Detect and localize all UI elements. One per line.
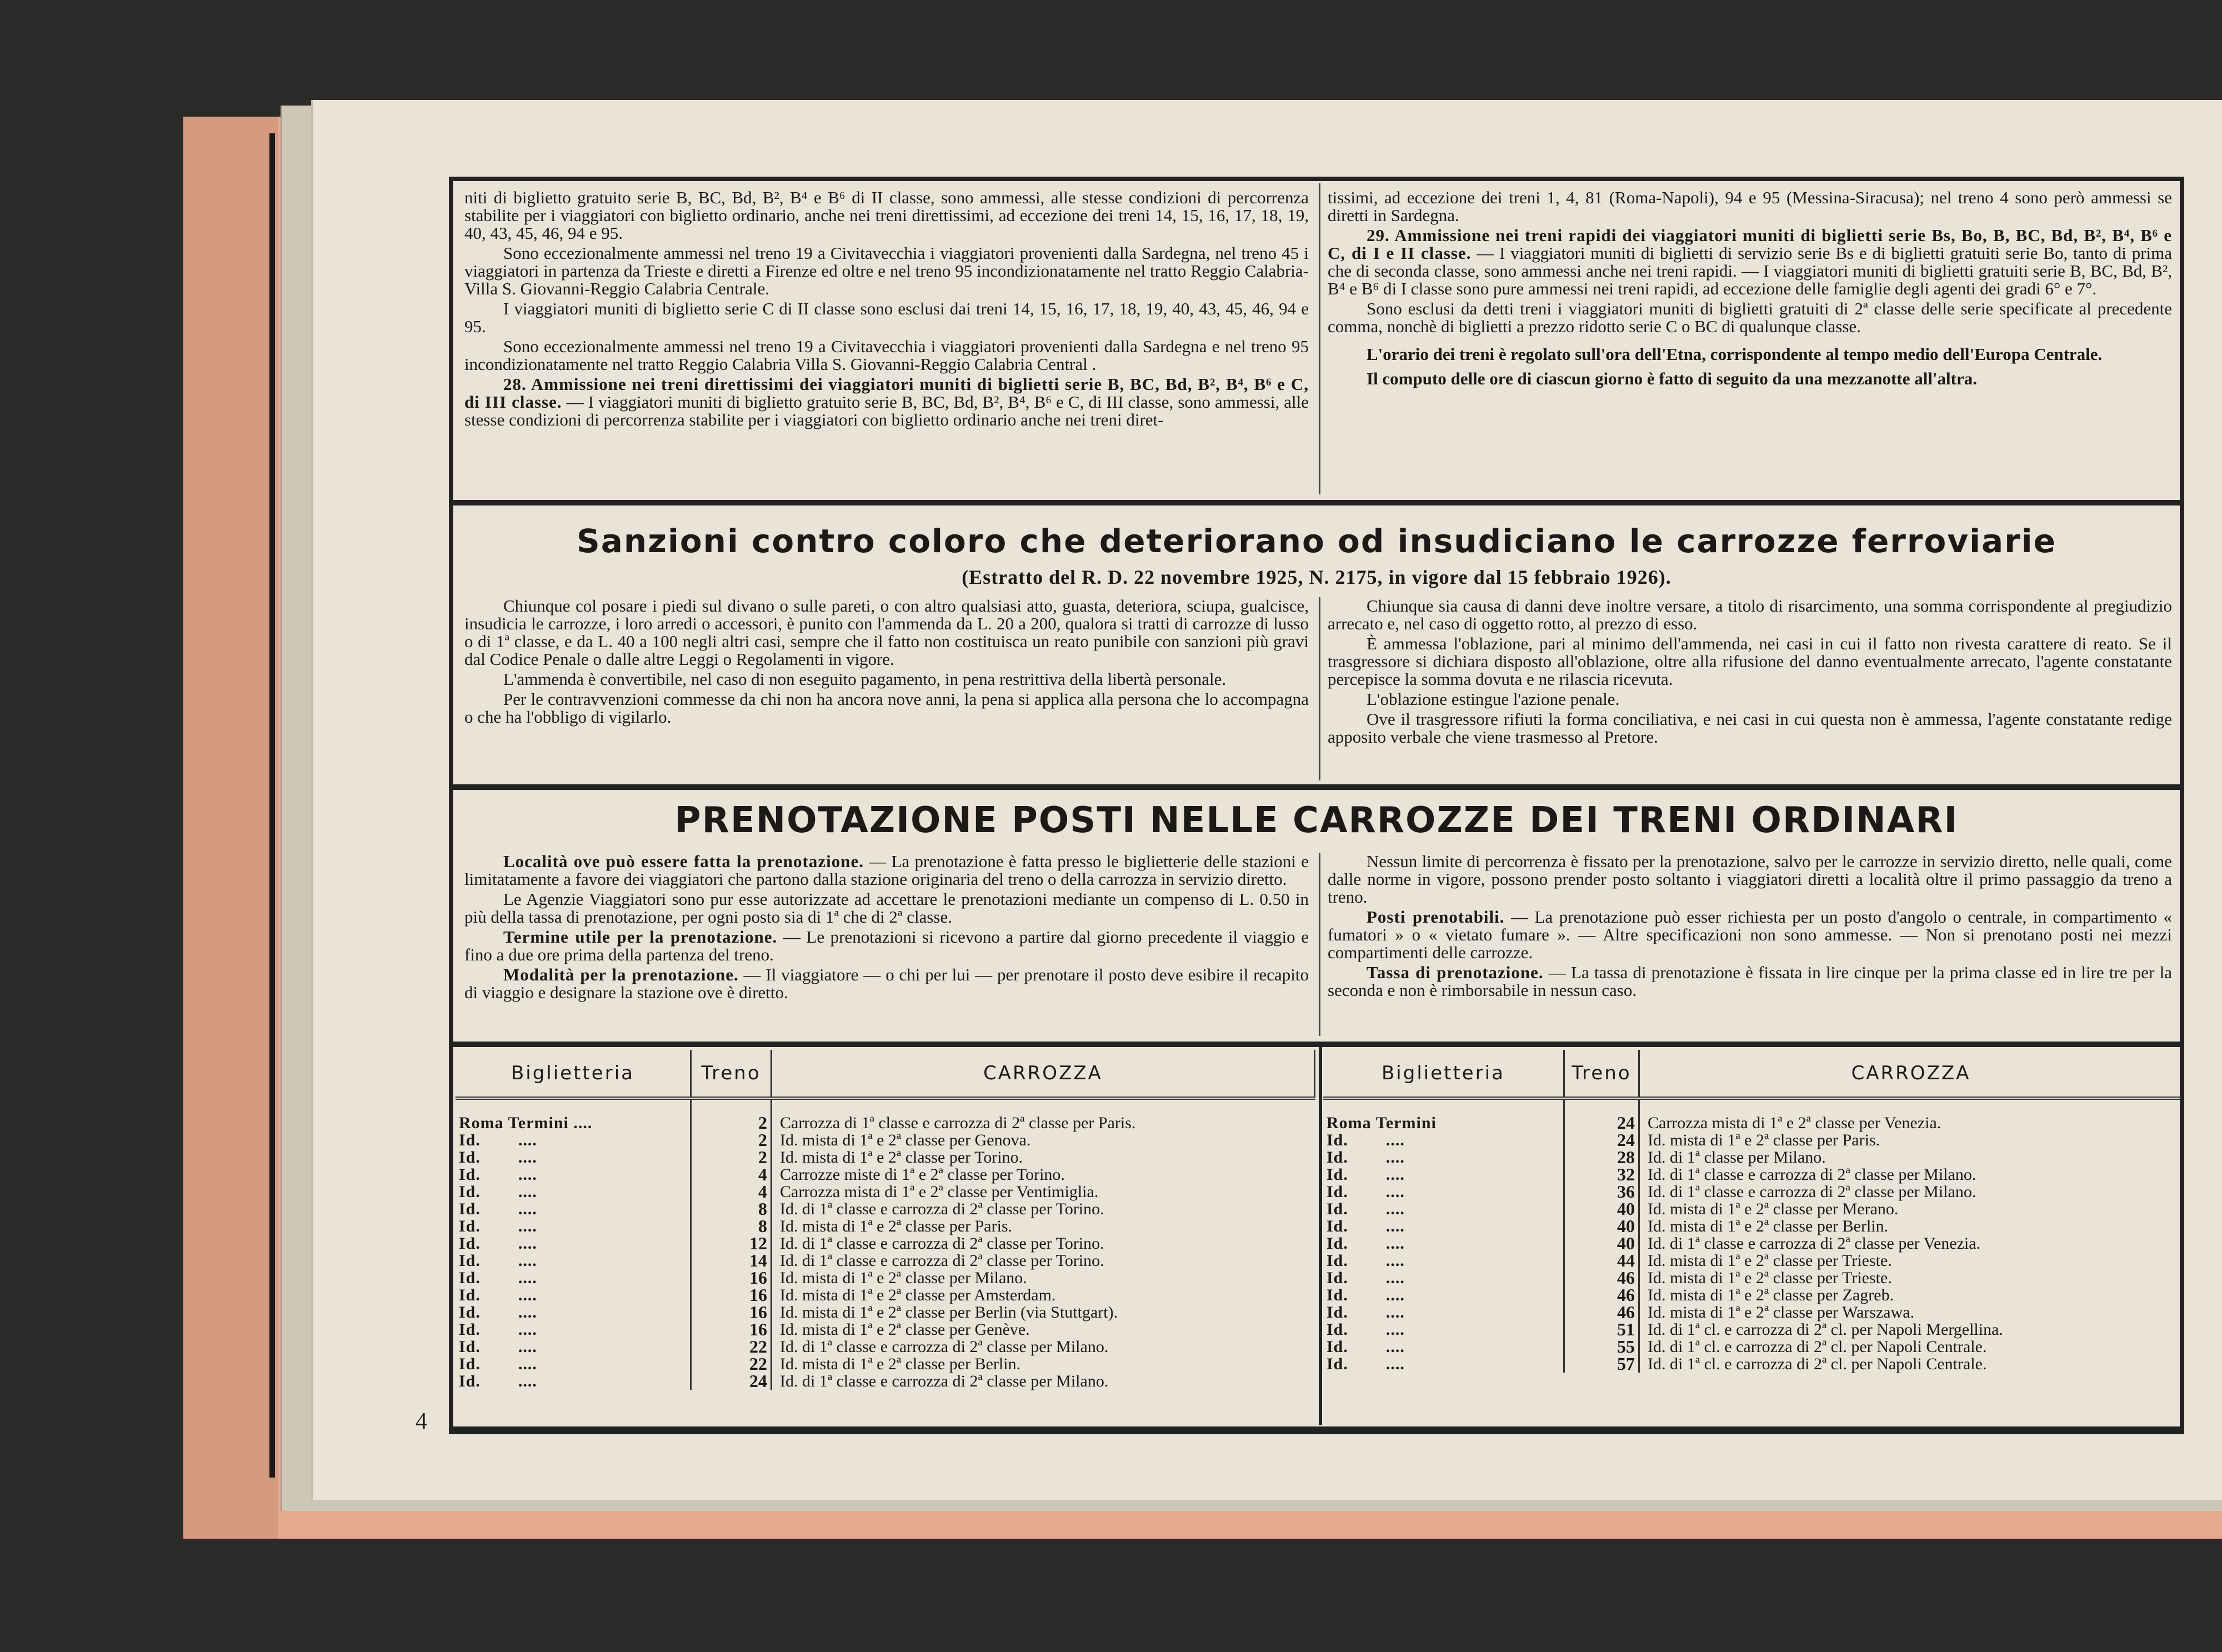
sanzioni-title: Sanzioni contro coloro che deteriorano od insudiciano le carrozze ferroviarie (576, 522, 2057, 560)
section-heading: Tassa di prenotazione. (1367, 963, 1544, 982)
car-cell: Id. mista di 1ª e 2ª classe per Genova. (780, 1131, 1031, 1149)
section-heading: Posti prenotabili. (1367, 907, 1505, 927)
col-header-car: CARROZZA (1639, 1050, 2183, 1098)
car-cell: Id. mista di 1ª e 2ª classe per Zagreb. (1648, 1286, 1894, 1304)
section-rule (453, 1042, 2181, 1047)
paragraph-body: — I viaggiatori muniti di biglietti di servizio serie Bs e di biglietti gratuiti serie Bo, tanto di prima che di seconda classe, sono ammessi anche nei treni rapidi. — I viaggiatori muniti di biglietti gratuiti serie B, BC, Bd, B², B⁴ e B⁶ di I classe sono pure ammessi nei treni rapidi, ad eccezione delle famiglie degli agenti dei gradi 6° e 7°. (1328, 243, 2173, 298)
section-rule (453, 500, 2181, 505)
paragraph: Ove il trasgressore rifiuti la forma conciliativa, e nei casi in cui questa non è ammessa, l'agente constatante redige apposito verbale che viene trasmesso al Pretore. (1328, 709, 2172, 747)
paragraph-body: — Il viaggiatore — o chi per lui — per prenotare il posto deve esibire il recapito di viaggio e designare la stazione ove è diretto. (464, 965, 1309, 1002)
table-row (456, 1183, 1315, 1200)
train-cell: 4 (691, 1166, 772, 1183)
train-cell: 40 (1564, 1200, 1639, 1218)
table-row (456, 1252, 1315, 1269)
train-cell: 2 (691, 1149, 772, 1166)
train-cell: 22 (691, 1355, 772, 1373)
train-cell: 24 (1564, 1132, 1639, 1149)
car-cell: Id. di 1ª classe e carrozza di 2ª classe per Torino. (780, 1200, 1104, 1218)
station-cell: Id. .... (456, 1252, 691, 1269)
section-heading: Modalità per la prenotazione. (503, 965, 739, 984)
table-row (456, 1355, 1315, 1373)
table-row (1323, 1166, 2182, 1183)
table-row (1323, 1304, 2182, 1321)
train-cell: 8 (691, 1200, 772, 1218)
train-cell: 24 (691, 1373, 772, 1390)
paragraph: Le Agenzie Viaggiatori sono pur esse autorizzate ad accettare le prenotazioni mediante un compenso di L. 0.50 in più della tassa di prenotazione, per ogni posto sia di 1ª che di 2ª classe. (464, 889, 1309, 927)
prenotazione-right-column (1328, 853, 2172, 1002)
notice: L'orario dei treni è regolato sull'ora dell'Etna, corrispondente al tempo medio dell'Europa Centrale. (1367, 344, 2103, 364)
table-row (456, 1098, 1315, 1132)
table-row (1323, 1321, 2182, 1338)
train-cell: 14 (691, 1252, 772, 1269)
table-row (456, 1304, 1315, 1321)
table-row (1323, 1098, 2182, 1132)
train-cell: 8 (691, 1218, 772, 1235)
paragraph-body: — La prenotazione è fatta presso le biglietterie delle stazioni e limitatamente a favore dei viaggiatori che partono dalla stazione originaria del treno o della carrozza in servizio diretto. (464, 852, 1309, 889)
train-cell: 36 (1564, 1183, 1639, 1200)
car-cell: Id. di 1ª cl. e carrozza di 2ª cl. per Napoli Centrale. (1648, 1355, 1987, 1373)
train-cell: 32 (1564, 1166, 1639, 1183)
station-cell: Id. .... (456, 1355, 691, 1373)
station-cell: Id. .... (1323, 1218, 1564, 1235)
paragraph: Sono esclusi da detti treni i viaggiatori muniti di biglietti gratuiti di 2ª classe delle serie specificate al precedente comma, nonchè di biglietti a prezzo ridotto serie C o BC di qualunque classe. (1328, 299, 2172, 336)
sanzioni-right-column (1328, 597, 2172, 748)
col-header-station: Biglietteria (456, 1050, 691, 1098)
table-row (456, 1166, 1315, 1183)
table-row (1323, 1132, 2182, 1149)
train-cell: 40 (1564, 1218, 1639, 1235)
paragraph: L'oblazione estingue l'azione penale. (1367, 689, 1620, 709)
paragraph: Chiunque sia causa di danni deve inoltre versare, a titolo di risarcimento, una somma corrispondente al pregiudizio arrecato e, nel caso di oggetto rotto, al prezzo di esso. (1328, 596, 2172, 633)
train-cell: 40 (1564, 1235, 1639, 1252)
binding-line (269, 133, 275, 1478)
station-cell: Id. .... (1323, 1269, 1564, 1286)
train-cell: 44 (1564, 1252, 1639, 1269)
prenotazione-title: PRENOTAZIONE POSTI NELLE CARROZZE DEI TRENI ORDINARI (674, 800, 1959, 841)
station-cell: Roma Termini (1323, 1098, 1564, 1132)
paragraph: I viaggiatori muniti di biglietto serie C di II classe sono esclusi dai treni 14, 15, 16, 17, 18, 19, 40, 43, 45, 46, 94 e 95. (464, 299, 1309, 336)
train-cell: 16 (691, 1304, 772, 1321)
station-cell: Id. .... (1323, 1304, 1564, 1321)
paragraph: Sono eccezionalmente ammessi nel treno 19 a Civitavecchia i viaggiatori provenienti dalla Sardegna, nel treno 45 i viaggiatori in partenza da Trieste e diretti a Firenze ed oltre e nel treno 95 incondizionatamente nel tratto Reggio Calabria-Villa S. Giovanni-Reggio Calabria Centrale. (464, 243, 1309, 298)
car-cell: Id. mista di 1ª e 2ª classe per Torino. (780, 1148, 1023, 1167)
col-header-train: Treno (1564, 1050, 1639, 1098)
train-cell: 16 (691, 1321, 772, 1338)
car-cell: Carrozze miste di 1ª e 2ª classe per Torino. (780, 1165, 1065, 1184)
table-row (456, 1132, 1315, 1149)
train-cell: 24 (1564, 1098, 1639, 1132)
car-cell: Carrozza di 1ª classe e carrozza di 2ª classe per Paris. (780, 1114, 1136, 1132)
table-row (456, 1200, 1315, 1218)
sanzioni-left-column (464, 597, 1309, 728)
station-cell: Id. .... (1323, 1355, 1564, 1373)
train-cell: 55 (1564, 1338, 1639, 1355)
table-row (1323, 1235, 2182, 1252)
table-row (456, 1286, 1315, 1304)
car-cell: Id. di 1ª cl. e carrozza di 2ª cl. per Napoli Centrale. (1648, 1338, 1987, 1356)
station-cell: Id. .... (1323, 1235, 1564, 1252)
paragraph (464, 853, 1309, 888)
page-number: 4 (416, 1409, 427, 1434)
timetable-left (456, 1050, 1315, 1390)
car-cell: Id. mista di 1ª e 2ª classe per Berlin. (1648, 1217, 1889, 1235)
col-header-train: Treno (691, 1050, 772, 1098)
paragraph: Nessun limite di percorrenza è fissato per la prenotazione, salvo per le carrozze in servizio diretto, nelle quali, come dalle norme in vigore, possono prender posto soltanto i viaggiatori diretti a località oltre il primo passaggio da treno a treno. (1328, 852, 2172, 907)
car-cell: Id. mista di 1ª e 2ª classe per Paris. (780, 1217, 1013, 1235)
table-row (1323, 1338, 2182, 1355)
car-cell: Id. di 1ª classe e carrozza di 2ª classe per Milano. (780, 1372, 1109, 1390)
table-row (456, 1373, 1315, 1390)
table-row (1323, 1252, 2182, 1269)
paragraph: Per le contravvenzioni commesse da chi non ha ancora nove anni, la pena si applica alla persona che lo accompagna o che ha l'obbligo di vigilarlo. (464, 689, 1309, 727)
column-divider (1319, 183, 1320, 494)
paragraph-body: — La prenotazione può esser richiesta per un posto d'angolo o centrale, in compartimento « fumatori » o « vietato fumare ». — Altre specificazioni non sono ammesse. — Non si prenotano posti nei mezzi compartimenti delle carrozze. (1328, 907, 2172, 962)
paragraph: Sono eccezionalmente ammessi nel treno 19 a Civitavecchia i viaggiatori provenienti dalla Sardegna e nel treno 95 incondizionatamente nel tratto Reggio Calabria Villa S. Giovanni-Reggio Calabria Central . (464, 337, 1309, 374)
station-cell: Id. .... (456, 1286, 691, 1304)
station-cell: Id. .... (456, 1218, 691, 1235)
train-cell: 16 (691, 1269, 772, 1286)
station-cell: Id. .... (456, 1149, 691, 1166)
train-cell: 22 (691, 1338, 772, 1355)
car-cell: Id. di 1ª cl. e carrozza di 2ª cl. per Napoli Mergellina. (1648, 1320, 2003, 1339)
table-row (456, 1338, 1315, 1355)
train-cell: 46 (1564, 1286, 1639, 1304)
car-cell: Id. mista di 1ª e 2ª classe per Merano. (1648, 1200, 1899, 1218)
station-cell: Id. .... (456, 1132, 691, 1149)
train-cell: 46 (1564, 1269, 1639, 1286)
paragraph: niti di biglietto gratuito serie B, BC, Bd, B², B⁴ e B⁶ di II classe, sono ammessi, alle stesse condizioni di percorrenza stabilite per i viaggiatori con biglietto ordinario, anche nei treni direttissimi, ad eccezione dei treni 14, 15, 16, 17, 18, 19, 40, 43, 45, 46, 94 e 95. (464, 188, 1309, 243)
prenotazione-left-column (464, 853, 1309, 1004)
train-cell: 4 (691, 1183, 772, 1200)
station-cell: Id. .... (456, 1183, 691, 1200)
car-cell: Id. di 1ª classe e carrozza di 2ª classe per Milano. (1648, 1183, 1976, 1201)
table-row (1323, 1149, 2182, 1166)
paragraph (464, 376, 1309, 429)
frame-bottom-rule (449, 1426, 2184, 1434)
table-row (1323, 1200, 2182, 1218)
top-left-column (464, 189, 1309, 431)
train-cell: 51 (1564, 1321, 1639, 1338)
notice: Il computo delle ore di ciascun giorno è fatto di seguito da una mezzanotte all'altra. (1367, 369, 1977, 388)
car-cell: Carrozza mista di 1ª e 2ª classe per Venezia. (1648, 1114, 1941, 1132)
train-cell: 28 (1564, 1149, 1639, 1166)
station-cell: Id. .... (1323, 1183, 1564, 1200)
table-row (1323, 1286, 2182, 1304)
top-right-column (1328, 189, 2172, 390)
car-cell: Id. di 1ª classe per Milano. (1648, 1148, 1826, 1167)
station-cell: Id. .... (1323, 1132, 1564, 1149)
station-cell: Id. .... (456, 1304, 691, 1321)
station-cell: Id. .... (1323, 1149, 1564, 1166)
car-cell: Id. mista di 1ª e 2ª classe per Trieste. (1648, 1251, 1892, 1270)
table-row (456, 1269, 1315, 1286)
book-spine (183, 117, 278, 1539)
car-cell: Carrozza mista di 1ª e 2ª classe per Ventimiglia. (780, 1183, 1099, 1201)
station-cell: Id. .... (1323, 1321, 1564, 1338)
col-header-station: Biglietteria (1323, 1050, 1564, 1098)
train-cell: 16 (691, 1286, 772, 1304)
paragraph-body: — La tassa di prenotazione è fissata in lire cinque per la prima classe ed in lire tre per la seconda e non è rimborsabile in nessun caso. (1328, 963, 2172, 1000)
train-cell: 2 (691, 1098, 772, 1132)
section-heading: Località ove può essere fatta la prenotazione. (503, 852, 864, 871)
car-cell: Id. di 1ª classe e carrozza di 2ª classe per Milano. (1648, 1165, 1976, 1184)
table-row (456, 1235, 1315, 1252)
table-row (1323, 1218, 2182, 1235)
column-divider (1319, 853, 1320, 1036)
col-header-car: CARROZZA (772, 1050, 1315, 1098)
car-cell: Id. di 1ª classe e carrozza di 2ª classe per Milano. (780, 1338, 1109, 1356)
paragraph-body: — I viaggiatori muniti di biglietto gratuito serie B, BC, Bd, B², B⁴, B⁶ e C, di III classe, sono ammessi, alle stesse condizioni di percorrenza stabilite per i viaggiatori con biglietto ordinario anche nei treni diret- (464, 392, 1309, 429)
table-row (1323, 1269, 2182, 1286)
table-row (456, 1218, 1315, 1235)
station-cell: Id. .... (456, 1166, 691, 1183)
car-cell: Id. mista di 1ª e 2ª classe per Berlin (via Stuttgart). (780, 1303, 1118, 1321)
sanzioni-subtitle: (Estratto del R. D. 22 novembre 1925, N. 2175, in vigore dal 15 febbraio 1926). (962, 566, 1671, 588)
train-cell: 57 (1564, 1355, 1639, 1373)
table-row (456, 1149, 1315, 1166)
column-divider (1319, 597, 1320, 780)
station-cell: Id. .... (456, 1373, 691, 1390)
paragraph (1328, 964, 2172, 999)
paragraph: tissimi, ad eccezione dei treni 1, 4, 81 (Roma-Napoli), 94 e 95 (Messina-Siracusa); nel treno 4 sono però ammessi se diretti in Sardegna. (1328, 188, 2172, 225)
paragraph (1328, 227, 2172, 298)
station-cell: Id. .... (456, 1321, 691, 1338)
car-cell: Id. mista di 1ª e 2ª classe per Warszawa. (1648, 1303, 1915, 1321)
car-cell: Id. mista di 1ª e 2ª classe per Genève. (780, 1320, 1030, 1339)
station-cell: Id. .... (456, 1235, 691, 1252)
section-heading: 29. Ammissione nei treni rapidi dei viaggiatori muniti di biglietti serie Bs, Bo, B, BC, Bd, B², B⁴, B⁶ e C, di I e II classe. (1328, 226, 2172, 263)
station-cell: Id. .... (1323, 1338, 1564, 1355)
car-cell: Id. mista di 1ª e 2ª classe per Berlin. (780, 1355, 1021, 1373)
car-cell: Id. mista di 1ª e 2ª classe per Amsterdam. (780, 1286, 1056, 1304)
table-row (1323, 1355, 2182, 1373)
section-heading: Termine utile per la prenotazione. (503, 927, 778, 947)
station-cell: Id. .... (1323, 1200, 1564, 1218)
table-divider (1319, 1047, 1322, 1425)
station-cell: Id. .... (456, 1338, 691, 1355)
car-cell: Id. mista di 1ª e 2ª classe per Milano. (780, 1269, 1027, 1287)
paragraph-body: — Le prenotazioni si ricevono a partire dal giorno precedente il viaggio e fino a due ore prima della partenza del treno. (464, 927, 1309, 964)
paragraph (464, 966, 1309, 1002)
table-row (456, 1321, 1315, 1338)
paragraph (1328, 908, 2172, 962)
train-cell: 12 (691, 1235, 772, 1252)
station-cell: Id. .... (1323, 1252, 1564, 1269)
train-cell: 2 (691, 1132, 772, 1149)
section-rule (453, 784, 2181, 790)
car-cell: Id. di 1ª classe e carrozza di 2ª classe per Torino. (780, 1234, 1104, 1253)
paragraph: L'ammenda è convertibile, nel caso di non eseguito pagamento, in pena restrittiva della libertà personale. (503, 669, 1227, 689)
train-cell: 46 (1564, 1304, 1639, 1321)
station-cell: Id. .... (456, 1269, 691, 1286)
car-cell: Id. mista di 1ª e 2ª classe per Trieste. (1648, 1269, 1892, 1287)
timetable-right (1323, 1050, 2182, 1373)
station-cell: Id. .... (1323, 1286, 1564, 1304)
station-cell: Id. .... (456, 1200, 691, 1218)
paragraph: Chiunque col posare i piedi sul divano o sulle pareti, o con altro qualsiasi atto, guasta, deteriora, sciupa, gualcisce, insudicia le carrozze, i loro arredi o accessori, è punito con l'ammenda da L. 20 a 200, qualora si tratti di carrozze di lusso o di 1ª classe, e da L. 40 a 100 negli altri casi, sempre che il fatto non costituisca un reato punibile con sanzioni più gravi dal Codice Penale o dalle altre Leggi o Regolamenti in vigore. (464, 596, 1309, 669)
car-cell: Id. mista di 1ª e 2ª classe per Paris. (1648, 1131, 1880, 1149)
section-heading: 28. Ammissione nei treni direttissimi dei viaggiatori muniti di biglietti serie B, BC, Bd, B², B⁴, B⁶ e C, di III classe. (464, 374, 1309, 412)
station-cell: Id. .... (1323, 1166, 1564, 1183)
station-cell: Roma Termini .... (456, 1098, 691, 1132)
paragraph: È ammessa l'oblazione, pari al minimo dell'ammenda, nei casi in cui il fatto non rivesta carattere di reato. Se il trasgressore si dichiara disposto all'oblazione, oltre alla rifusione del danno eventualmente arrecato, l'agente constatante percepisce la somma dovuta e ne rilascia ricevuta. (1328, 634, 2172, 689)
car-cell: Id. di 1ª classe e carrozza di 2ª classe per Torino. (780, 1251, 1104, 1270)
car-cell: Id. di 1ª classe e carrozza di 2ª classe per Venezia. (1648, 1234, 1981, 1253)
paragraph (464, 928, 1309, 964)
table-row (1323, 1183, 2182, 1200)
